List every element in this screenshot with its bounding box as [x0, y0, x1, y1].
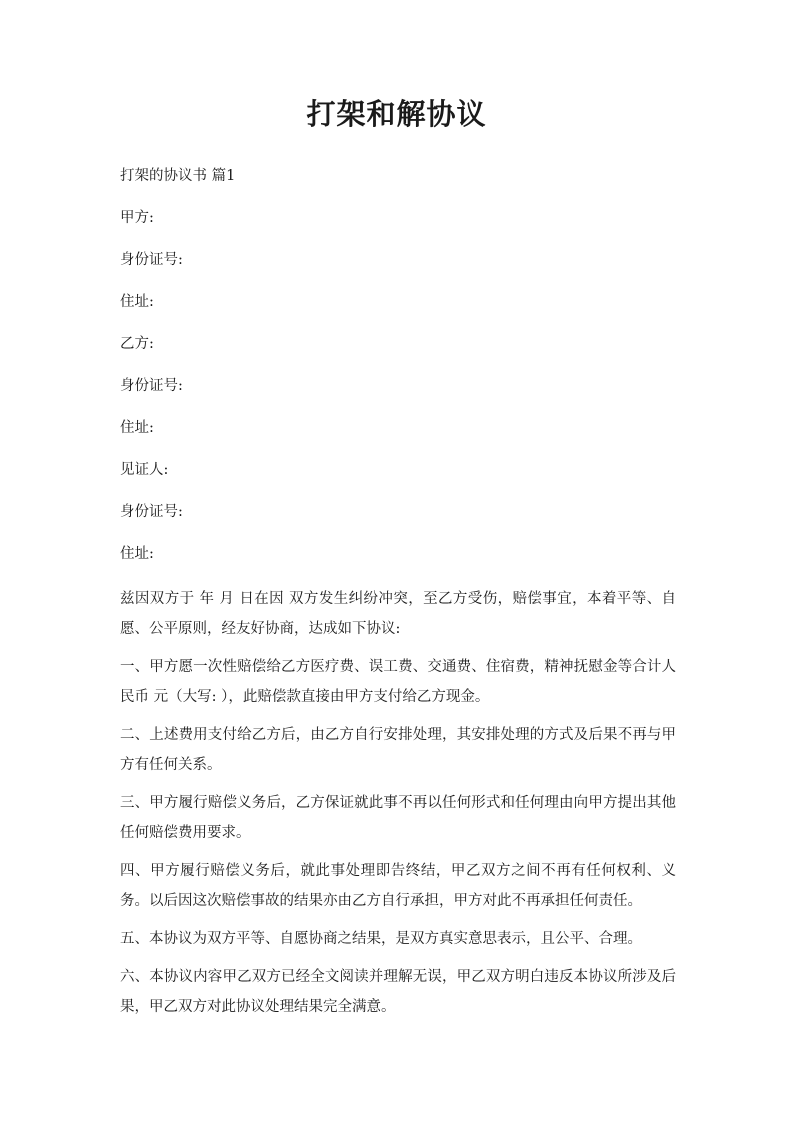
clause-paragraph: 六、本协议内容甲乙双方已经全文阅读并理解无误，甲乙双方明白违反本协议所涉及后果，甲乙双方对此协议处理结果完全满意。 — [120, 969, 676, 1015]
clause-paragraph: 一、甲方愿一次性赔偿给乙方医疗费、误工费、交通费、住宿费，精神抚慰金等合计人民币 元（大写: ），此赔偿款直接由甲方支付给乙方现金。 — [120, 659, 676, 705]
clause-paragraph: 四、甲方履行赔偿义务后，就此事处理即告终结，甲乙双方之间不再有任何权利、义务。以后因这次赔偿事故的结果亦由乙方自行承担，甲方对此不再承担任何责任。 — [120, 863, 676, 909]
preamble-paragraph: 兹因双方于 年 月 日在因 双方发生纠纷冲突，至乙方受伤，赔偿事宜，本着平等、自愿、公平原则，经友好协商，达成如下协议: — [120, 591, 676, 637]
party-a-address-label: 住址: — [120, 294, 154, 310]
section-heading: 打架的协议书 篇1 — [120, 168, 236, 184]
party-b-address-label: 住址: — [120, 420, 154, 436]
party-b-id-label: 身份证号: — [120, 378, 183, 394]
clause-paragraph: 五、本协议为双方平等、自愿协商之结果，是双方真实意思表示，且公平、合理。 — [120, 931, 642, 947]
party-a-id-label: 身份证号: — [120, 252, 183, 268]
party-a-label: 甲方: — [120, 210, 154, 226]
witness-label: 见证人: — [120, 462, 169, 478]
party-b-label: 乙方: — [120, 336, 154, 352]
document-title: 打架和解协议 — [306, 97, 487, 131]
witness-id-label: 身份证号: — [120, 504, 183, 520]
witness-address-label: 住址: — [120, 546, 154, 562]
clause-paragraph: 三、甲方履行赔偿义务后，乙方保证就此事不再以任何形式和任何理由向甲方提出其他任何赔偿费用要求。 — [120, 795, 676, 841]
document-body — [120, 164, 676, 1030]
clause-paragraph: 二、上述费用支付给乙方后，由乙方自行安排处理，其安排处理的方式及后果不再与甲方有任何关系。 — [120, 727, 676, 773]
